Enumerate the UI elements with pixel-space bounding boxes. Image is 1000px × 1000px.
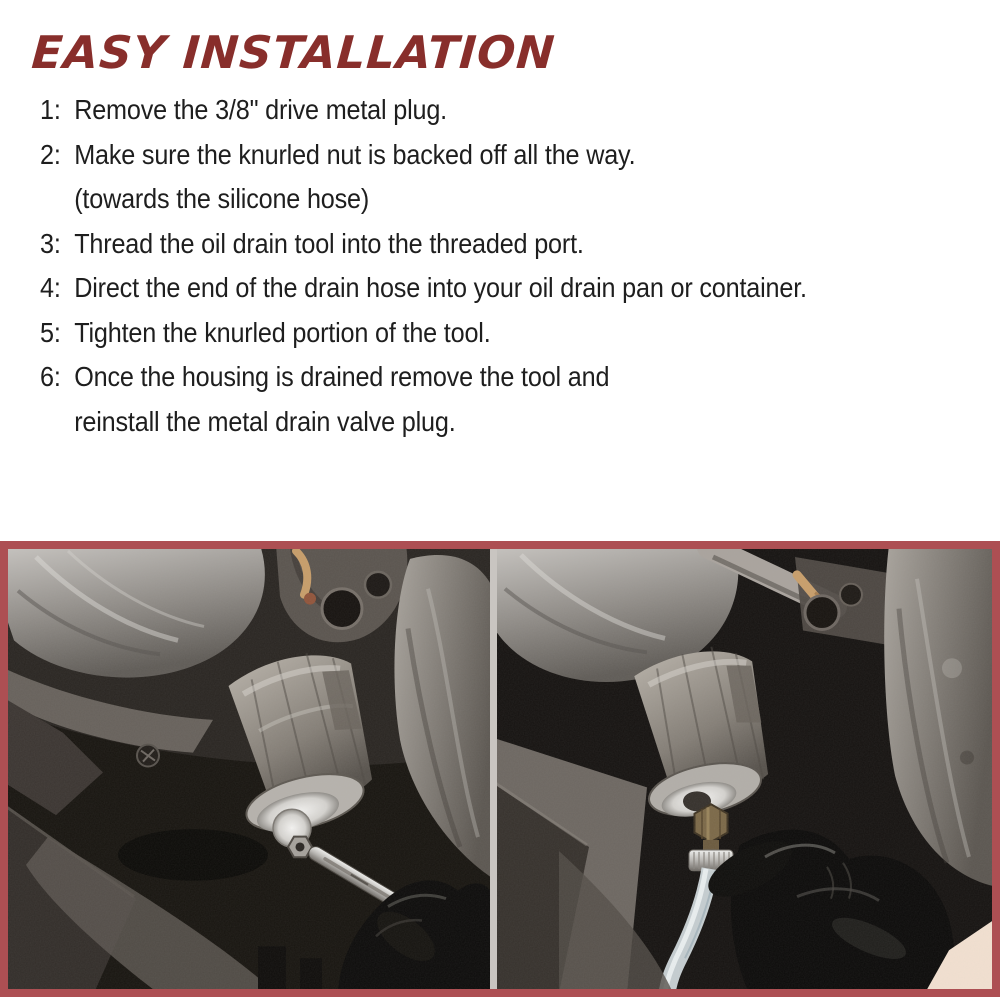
step-line: reinstall the metal drain valve plug. [74,405,456,437]
photo-montage [0,541,1000,997]
step-number: 4: [40,272,61,303]
step-line: Make sure the knurled nut is backed off all the way. [74,138,636,170]
step-number: 1: [40,94,61,125]
step-text [74,222,807,267]
instruction-step-5 [40,311,807,356]
step-text [74,311,807,356]
step-number: 6: [40,361,61,392]
instruction-step-2 [40,133,807,222]
step-text [74,88,807,133]
step-number: 2: [40,138,61,170]
step-text [74,133,807,222]
photo-divider [490,549,497,989]
step-number: 3: [40,227,61,259]
step-text [74,266,807,311]
step-line: Remove the 3/8" drive metal plug. [74,94,448,125]
instruction-step-6 [40,355,807,444]
photo-right-drain-tool [497,549,992,989]
photo-left-remove-plug [8,549,490,989]
photo-right-illustration [497,549,992,989]
step-line: Tighten the knurled portion of the tool. [74,316,491,348]
instruction-step-3 [40,222,807,267]
page-title: EASY INSTALLATION [30,26,558,80]
step-line: (towards the silicone hose) [74,183,370,214]
instruction-step-4 [40,266,807,311]
instruction-step-1 [40,88,807,133]
step-number: 5: [40,316,61,348]
step-line: Once the housing is drained remove the tool and [74,361,610,392]
step-line: Thread the oil drain tool into the threaded port. [74,227,584,259]
step-line: Direct the end of the drain hose into your oil drain pan or container. [74,272,807,303]
instruction-list [40,88,807,444]
step-text [74,355,807,444]
photo-left-illustration [8,549,490,989]
